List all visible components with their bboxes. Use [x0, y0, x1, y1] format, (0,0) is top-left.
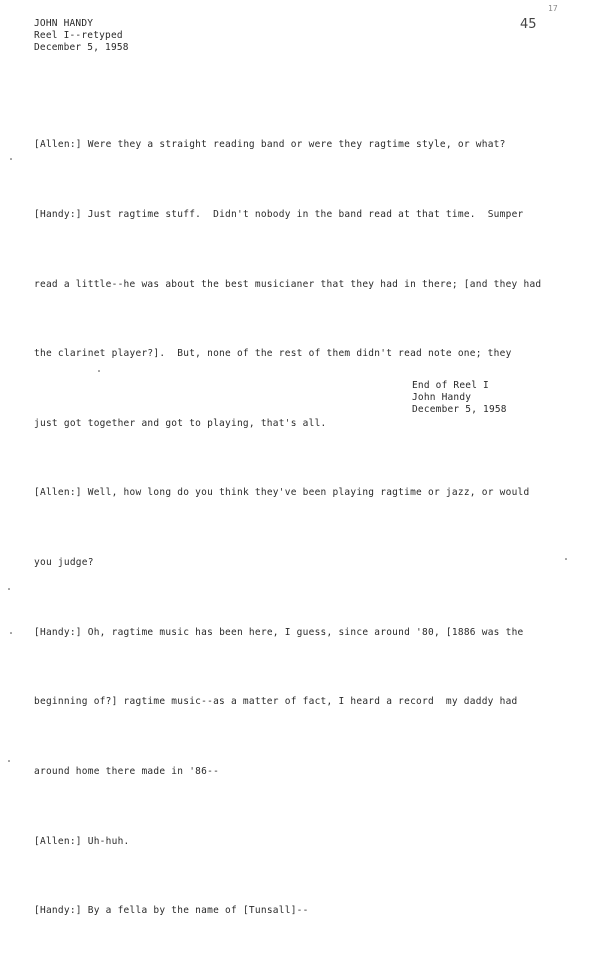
closing-name: John Handy — [412, 392, 472, 403]
line-text: Just ragtime stuff. Didn't nobody in the band read at that time. Sumper — [81, 209, 524, 221]
transcript-line — [34, 133, 554, 156]
page-number: 45 — [520, 17, 537, 32]
line-text: Well, how long do you think they've been playing ragtime or jazz, or would — [81, 487, 530, 499]
line-text: you judge? — [34, 557, 94, 569]
line-text: Oh, ragtime music has been here, I guess, since around '80, [1886 was the — [81, 626, 524, 638]
speaker-label: [Handy:] — [34, 626, 82, 638]
transcript-line — [34, 760, 554, 783]
scan-speck — [10, 632, 12, 634]
line-text: the clarinet player?]. But, none of the rest of them didn't read note one; they — [34, 348, 512, 360]
closing-reel-end: End of Reel I — [412, 380, 489, 391]
transcript-line — [34, 342, 554, 365]
speaker-label: [Handy:] — [34, 209, 82, 221]
transcript-line — [34, 690, 554, 713]
scan-speck — [10, 158, 12, 160]
line-text: around home there made in '86-- — [34, 765, 220, 777]
transcript-line — [34, 551, 554, 574]
scan-speck — [8, 760, 10, 762]
closing-block — [412, 380, 507, 416]
transcript-line — [34, 481, 554, 504]
transcript-line — [34, 830, 554, 853]
corner-mark: 17 — [548, 4, 558, 13]
closing-date: December 5, 1958 — [412, 404, 507, 415]
line-text: By a fella by the name of [Tunsall]-- — [81, 905, 309, 917]
transcript-line — [34, 273, 554, 296]
line-text: just got together and got to playing, that's all. — [34, 417, 327, 429]
scan-speck — [565, 558, 567, 560]
scan-speck — [98, 370, 100, 372]
transcript-line — [34, 899, 554, 922]
transcript-line — [34, 621, 554, 644]
header-reel: Reel I--retyped — [34, 30, 123, 41]
transcript-line — [34, 203, 554, 226]
header-name: JOHN HANDY — [34, 18, 94, 29]
line-text: read a little--he was about the best musicianer that they had in there; [and they had — [34, 278, 542, 290]
speaker-label: [Allen:] — [34, 835, 82, 847]
speaker-label: [Allen:] — [34, 139, 82, 151]
line-text: Were they a straight reading band or were they ragtime style, or what? — [81, 139, 506, 151]
transcript-body — [34, 87, 554, 969]
document-header — [34, 18, 129, 54]
line-text: beginning of?] ragtime music--as a matter of fact, I heard a record my daddy had — [34, 696, 518, 708]
line-text: Uh-huh. — [81, 835, 130, 847]
scan-speck — [8, 588, 10, 590]
speaker-label: [Allen:] — [34, 487, 82, 499]
header-date: December 5, 1958 — [34, 42, 129, 53]
speaker-label: [Handy:] — [34, 905, 82, 917]
